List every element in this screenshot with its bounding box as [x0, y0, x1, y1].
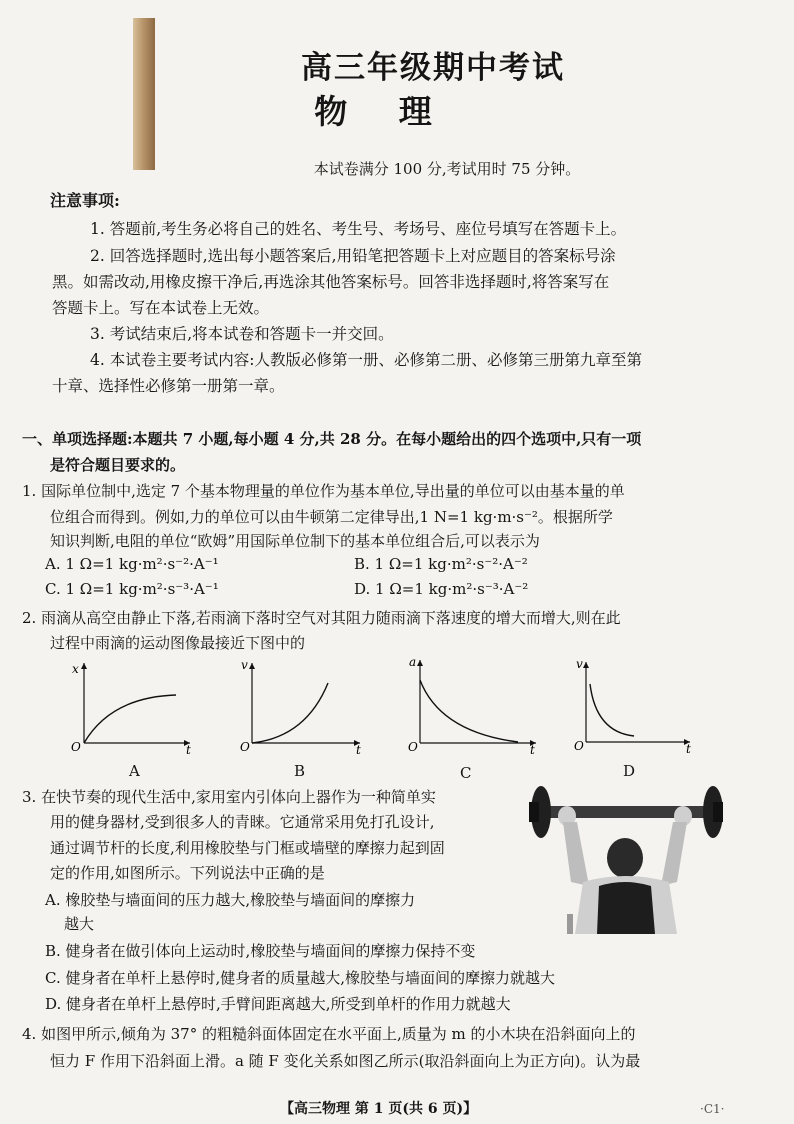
graph-a [66, 655, 196, 755]
subject-title: 物 理 [314, 92, 432, 131]
q3-option-c: C. 健身者在单杆上悬停时,健身者的质量越大,橡胶垫与墙面间的摩擦力就越大 [45, 969, 556, 987]
graph-b [236, 655, 366, 755]
graph-a-xaxis-label: t [186, 743, 191, 755]
graph-b-label: B [294, 762, 306, 780]
q1-line: 1. 国际单位制中,选定 7 个基本物理量的单位作为基本单位,导出量的单位可以由基本量的单 [22, 482, 625, 500]
q4-line: 4. 如图甲所示,倾角为 37° 的粗糙斜面体固定在水平面上,质量为 m 的小木块在沿斜面向上的 [22, 1025, 636, 1043]
graph-c-yaxis-label: a [409, 655, 417, 669]
graph-b-yaxis-label: v [241, 658, 248, 672]
notice-line: 3. 考试结束后,将本试卷和答题卡一并交回。 [90, 325, 394, 343]
graph-d-label: D [623, 762, 636, 780]
graph-b-origin: O [240, 740, 250, 754]
q3-option-b: B. 健身者在做引体向上运动时,橡胶垫与墙面间的摩擦力保持不变 [45, 942, 476, 960]
q1-line: 位组合而得到。例如,力的单位可以由牛顿第二定律导出,1 N=1 kg·m·s⁻²。根据所学 [50, 508, 613, 526]
graph-c-origin: O [408, 740, 418, 754]
graph-d-xaxis-label: t [686, 742, 691, 754]
q1-option-b: B. 1 Ω=1 kg·m²·s⁻²·A⁻² [354, 555, 528, 573]
q1-option-a: A. 1 Ω=1 kg·m²·s⁻²·A⁻¹ [45, 555, 219, 573]
notice-line: 十章、选择性必修第一册第一章。 [52, 377, 285, 395]
graph-d [570, 654, 700, 754]
q3-option-d: D. 健身者在单杆上悬停时,手臂间距离越大,所受到单杆的作用力就越大 [45, 995, 511, 1013]
q4-line: 恒力 F 作用下沿斜面上滑。a 随 F 变化关系如图乙所示(取沿斜面向上为正方向)。认为最 [50, 1052, 641, 1070]
section-heading: 一、单项选择题:本题共 7 小题,每小题 4 分,共 28 分。在每小题给出的四个选项中,只有一项 [22, 430, 642, 448]
q3-line: 用的健身器材,受到很多人的青睐。它通常采用免打孔设计, [50, 813, 435, 831]
exam-meta: 本试卷满分 100 分,考试用时 75 分钟。 [313, 160, 581, 178]
q1-option-d: D. 1 Ω=1 kg·m²·s⁻³·A⁻² [354, 580, 529, 598]
notice-line: 2. 回答选择题时,选出每小题答案后,用铅笔把答题卡上对应题目的答案标号涂 [90, 247, 616, 265]
graph-d-origin: O [574, 739, 584, 753]
graph-b-xaxis-label: t [356, 743, 361, 755]
graph-c-label: C [460, 764, 472, 782]
graph-a-origin: O [71, 740, 81, 754]
q2-line: 过程中雨滴的运动图像最接近下图中的 [50, 634, 306, 652]
q3-line: 通过调节杆的长度,利用橡胶垫与门框或墙壁的摩擦力起到固 [50, 839, 445, 857]
graph-c [404, 652, 544, 756]
notice-line: 4. 本试卷主要考试内容:人教版必修第一册、必修第二册、必修第三册第九章至第 [90, 351, 642, 369]
page-footer: 【高三物理 第 1 页(共 6 页)】 [280, 1101, 478, 1117]
q2-line: 2. 雨滴从高空由静止下落,若雨滴下落时空气对其阻力随雨滴下落速度的增大而增大,则在此 [22, 609, 621, 627]
q3-option-a: A. 橡胶垫与墙面间的压力越大,橡胶垫与墙面间的摩擦力 [45, 891, 416, 909]
pull-up-bar-photo [527, 782, 725, 934]
q1-line: 知识判断,电阻的单位“欧姆”用国际单位制下的基本单位组合后,可以表示为 [50, 532, 540, 550]
notice-heading: 注意事项: [50, 191, 120, 210]
exam-title: 高三年级期中考试 [301, 50, 565, 86]
notice-line: 1. 答题前,考生务必将自己的姓名、考生号、考场号、座位号填写在答题卡上。 [90, 220, 627, 238]
graph-a-label: A [129, 762, 140, 780]
section-heading-cont: 是符合题目要求的。 [50, 456, 186, 474]
notice-line: 答题卡上。写在本试卷上无效。 [52, 299, 270, 317]
graph-a-yaxis-label: x [72, 662, 79, 676]
page-code: ·C1· [700, 1102, 725, 1116]
q3-line: 3. 在快节奏的现代生活中,家用室内引体向上器作为一种简单实 [22, 788, 436, 806]
q3-line: 定的作用,如图所示。下列说法中正确的是 [50, 864, 325, 882]
graph-c-xaxis-label: t [530, 743, 535, 756]
notice-line: 黑。如需改动,用橡皮擦干净后,再选涂其他答案标号。回答非选择题时,将答案写在 [52, 273, 610, 291]
q3-option-a-cont: 越大 [64, 915, 95, 933]
q1-option-c: C. 1 Ω=1 kg·m²·s⁻³·A⁻¹ [45, 580, 219, 598]
graph-d-yaxis-label: v [576, 657, 583, 671]
